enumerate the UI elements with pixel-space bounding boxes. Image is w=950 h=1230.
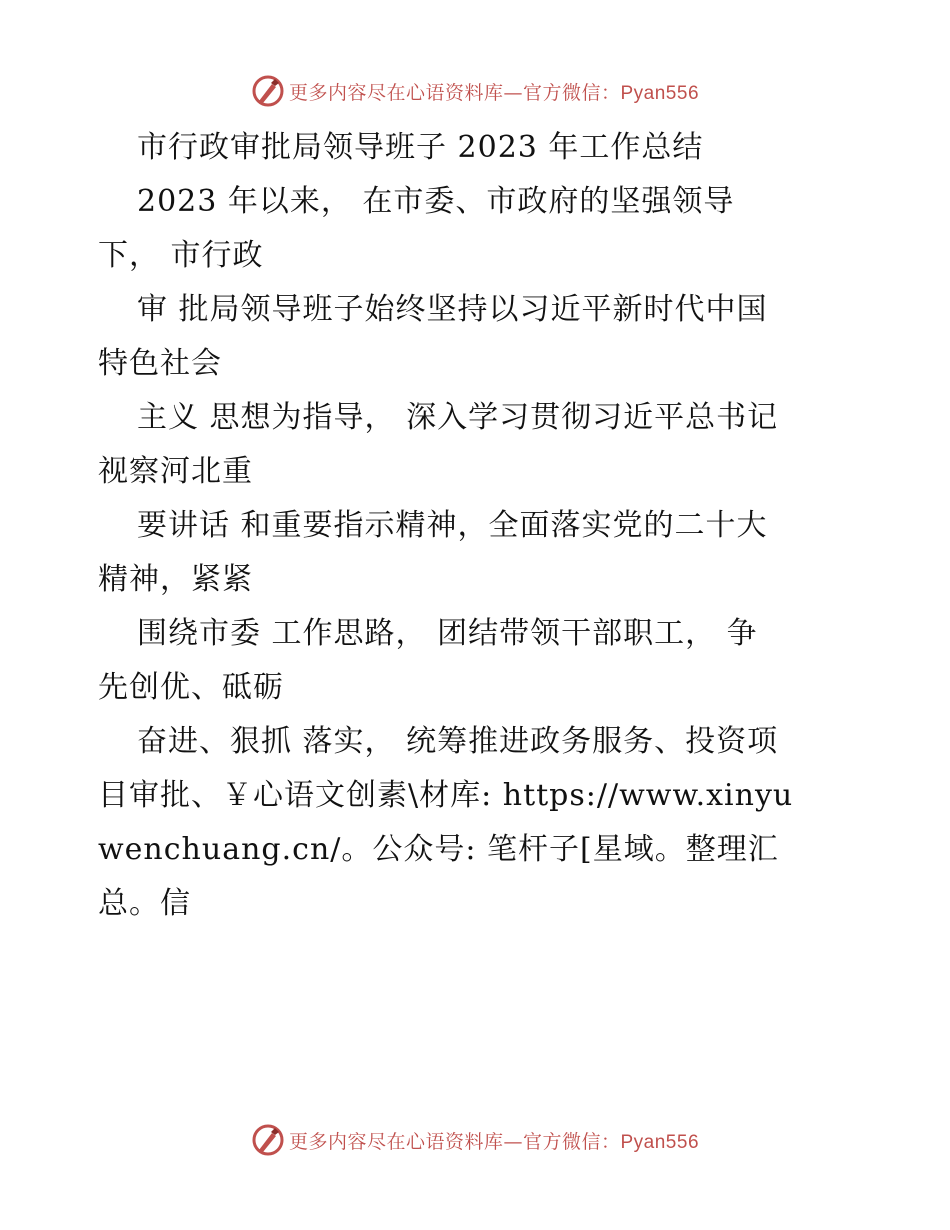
banner-wechat-id: Pyan556 [620, 1131, 700, 1153]
header-banner [0, 71, 950, 111]
footer-banner [0, 1120, 950, 1160]
pen-logo-icon [251, 1123, 285, 1157]
text-line: 奋进、狠抓 落实， 统筹推进政务服务、投资项 [137, 724, 779, 759]
text-line: 先创优、砥砺 [98, 670, 284, 705]
text-line: 主义 思想为指导， 深入学习贯彻习近平总书记 [137, 400, 779, 435]
banner-wechat-id: Pyan556 [620, 82, 700, 104]
text-line: wenchuang.cn/。公众号: 笔杆子[星域。整理汇 [98, 832, 779, 867]
text-line: 视察河北重 [98, 454, 253, 489]
text-line: 特色社会 [98, 346, 222, 381]
document-body [98, 121, 858, 931]
text-line: 目审批、￥心语文创素\材库: https://www.xinyu [98, 778, 794, 813]
text-line: 市行政审批局领导班子 2023 年工作总结 [137, 130, 704, 165]
banner-text-cn: 更多内容尽在心语资料库—官方微信： [288, 81, 621, 104]
banner-text [289, 1127, 699, 1154]
pen-logo-icon [251, 74, 285, 108]
text-line: 要讲话 和重要指示精神，全面落实党的二十大 [137, 508, 768, 543]
text-line: 精神，紧紧 [98, 562, 253, 597]
text-line: 2023 年以来， 在市委、市政府的坚强领导 [137, 184, 735, 219]
text-line: 审 批局领导班子始终坚持以习近平新时代中国 [137, 292, 768, 327]
text-line: 下， 市行政 [98, 238, 264, 273]
text-line: 围绕市委 工作思路， 团结带领干部职工， 争 [137, 616, 758, 651]
banner-text-cn: 更多内容尽在心语资料库—官方微信： [288, 1130, 621, 1153]
text-line: 总。信 [98, 886, 191, 921]
banner-text [289, 78, 699, 105]
